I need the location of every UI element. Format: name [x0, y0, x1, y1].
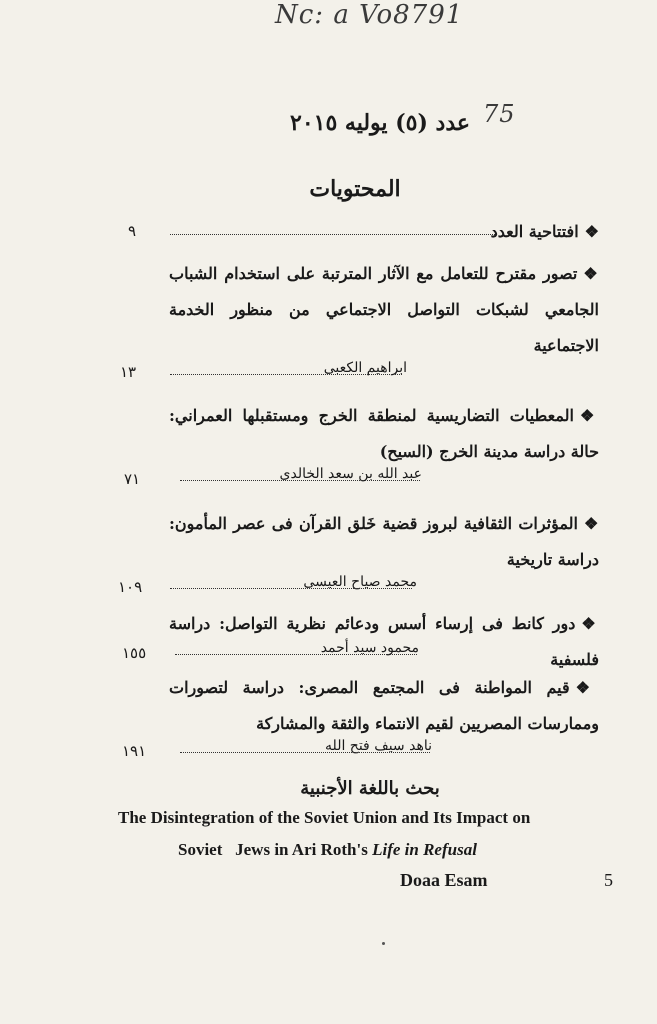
dot-leader [180, 480, 420, 481]
page-number: ٧١ [124, 470, 141, 488]
page-number: ١٥٥ [122, 644, 147, 662]
page-number: ١٩١ [122, 742, 147, 760]
english-title-line2 [178, 840, 618, 860]
entry-title-text: دور كانط فى إرساء أسس ودعائم نظرية التواصل: دراسة فلسفية [169, 614, 599, 669]
page-number: ٩ [128, 222, 137, 240]
bullet-icon: ❖ [583, 514, 600, 533]
bullet-icon: ❖ [583, 264, 600, 283]
entry-title-text: المؤثرات الثقافية لبروز قضية خَلق القرآن فى عصر المأمون: دراسة تاريخية [169, 514, 599, 569]
entry-author: محمد صياح العيسى [303, 574, 417, 590]
page-number: ١٠٩ [118, 578, 143, 596]
dot-leader [170, 588, 412, 589]
handwritten-catalog-note: Nc: a Vo8791 [275, 0, 464, 30]
english-title-line1: The Disintegration of the Soviet Union and Its Impact on [118, 808, 531, 827]
page-number: ١٣ [120, 363, 137, 381]
entry-author: عبد الله بن سعد الخالدى [279, 466, 422, 482]
english-author: Doaa Esam [400, 870, 488, 890]
english-page-number: 5 [604, 870, 613, 890]
entry-title-text: افتتاحية العدد [490, 222, 579, 241]
entry-author: ابراهيم الكعبى [323, 360, 407, 376]
bullet-icon: ❖ [575, 678, 600, 697]
entry-title-text: المعطيات التضاريسية لمنطقة الخرج ومستقبلها العمراني: حالة دراسة مدينة الخرج (السيح) [169, 406, 599, 461]
english-title-italic: Life in Refusal [372, 840, 477, 859]
dot-leader [170, 374, 402, 375]
entry-title-text: قيم المواطنة فى المجتمع المصرى: دراسة لتصورات وممارسات المصريين لقيم الانتماء والثقة والمشاركة [169, 678, 599, 733]
entry-author: محمود سيد أحمد [320, 640, 419, 656]
toc-entry-title [459, 214, 599, 250]
paper-speck [382, 942, 385, 945]
dot-leader [175, 654, 417, 655]
dot-leader [170, 234, 495, 235]
entry-author: ناهد سيف فتح الله [325, 738, 432, 754]
toc-entry-title [169, 670, 599, 742]
entry-title-text: تصور مقترح للتعامل مع الآثار المترتبة على استخدام الشباب الجامعي لشبكات التواصل الاجتماعي من منظور الخدمة الاجتماعية [169, 264, 599, 355]
issue-line: عدد (٥) يوليه ٢٠١٥ [290, 110, 470, 136]
dot-leader [180, 752, 430, 753]
handwritten-page-mark: 75 [483, 100, 516, 128]
foreign-section-heading: بحث باللغة الأجنبية [300, 778, 440, 799]
bullet-icon: ❖ [584, 222, 599, 241]
toc-entry-title [169, 398, 599, 470]
toc-entry-title [169, 256, 599, 364]
bullet-icon: ❖ [579, 406, 600, 425]
contents-heading: المحتويات [309, 176, 401, 202]
bullet-icon: ❖ [581, 614, 600, 633]
english-title-text: Soviet Jews in Ari Roth's [178, 840, 373, 859]
toc-entry-title [169, 506, 599, 578]
